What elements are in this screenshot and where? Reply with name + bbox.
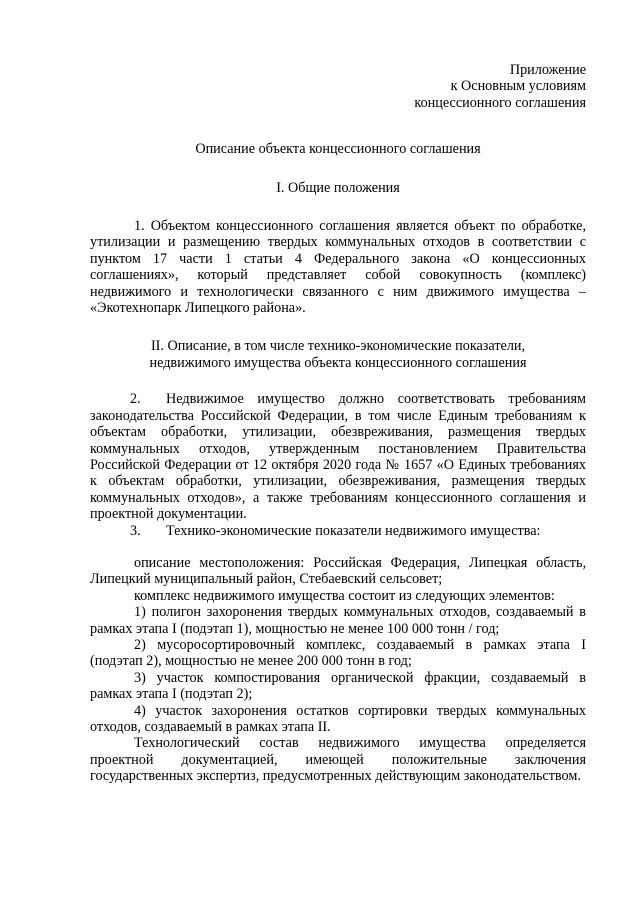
section-2-heading-line-1: II. Описание, в том числе технико-экономические показатели, — [150, 338, 526, 355]
list-item-4: 4) участок захоронения остатков сортировки твердых коммунальных отходов, создаваемый в рамках этапа II. — [90, 702, 586, 735]
appendix-line-3: концессионного соглашения — [414, 94, 586, 111]
list-item-2: 2) мусоросортировочный комплекс, создаваемый в рамках этапа I (подэтап 2), мощностью не менее 200 000 тонн в год; — [90, 636, 586, 670]
section-2-heading-line-2: недвижимого имущества объекта концессионного соглашения — [149, 354, 527, 371]
paragraph-2-number: 2. — [130, 391, 141, 408]
paragraph-3-number: 3. — [130, 522, 141, 539]
section-1-heading: I. Общие положения — [276, 179, 400, 196]
paragraph-1: 1. Объектом концессионного соглашения является объект по обработке, утилизации и размещению твердых коммунальных отходов в соответствии с пунктом 17 части 1 статьи 4 Федерального закона «О концессионных соглашениях», который представляет собой совокупность (комплекс) недвижимого и технологически связанного с ним движимого имущества – «Экотехнопарк Липецкого района». — [90, 218, 586, 317]
paragraph-2-text: Недвижимое имущество должно соответствовать требованиям законодательства Российской Федерации, в том числе Единым требованиям к объектам обработки, утилизации, обезвреживания, размещения твердых коммунальных отходов, утвержденным постановлением Правительства Российской Федерации от 12 октября 2020 года № 1657 «О Единых требованиях к объектам обработки, утилизации, обезвреживания, размещения твердых коммунальных отходов», а также требованиям концессионного соглашения и проектной документации. — [90, 391, 586, 523]
complex-description: комплекс недвижимого имущества состоит из следующих элементов: — [134, 587, 555, 604]
list-item-1: 1) полигон захоронения твердых коммунальных отходов, создаваемый в рамках этапа I (подэтап 1), мощностью не менее 100 000 тонн / год; — [90, 604, 586, 637]
document-content — [90, 62, 586, 785]
technological-composition: Технологический состав недвижимого имущества определяется проектной документацией, имеющей положительные заключения государственных экспертиз, предусмотренных действующим законодательством. — [90, 735, 586, 785]
paragraph-3 — [90, 523, 586, 539]
location-description: описание местоположения: Российская Федерация, Липецкая область, Липецкий муниципальный район, Стебаевский сельсовет; — [90, 554, 586, 588]
document-title: Описание объекта концессионного соглашения — [195, 141, 481, 158]
appendix-header — [90, 62, 586, 111]
appendix-line-1: Приложение — [509, 62, 586, 78]
list-item-3: 3) участок компостирования органической фракции, создаваемый в рамках этапа I (подэтап 2); — [90, 669, 586, 703]
paragraph-2 — [90, 391, 586, 522]
appendix-line-2: к Основным условиям — [450, 78, 586, 95]
paragraph-3-text: Технико-экономические показатели недвижимого имущества: — [166, 522, 541, 539]
section-2-heading — [90, 338, 586, 371]
